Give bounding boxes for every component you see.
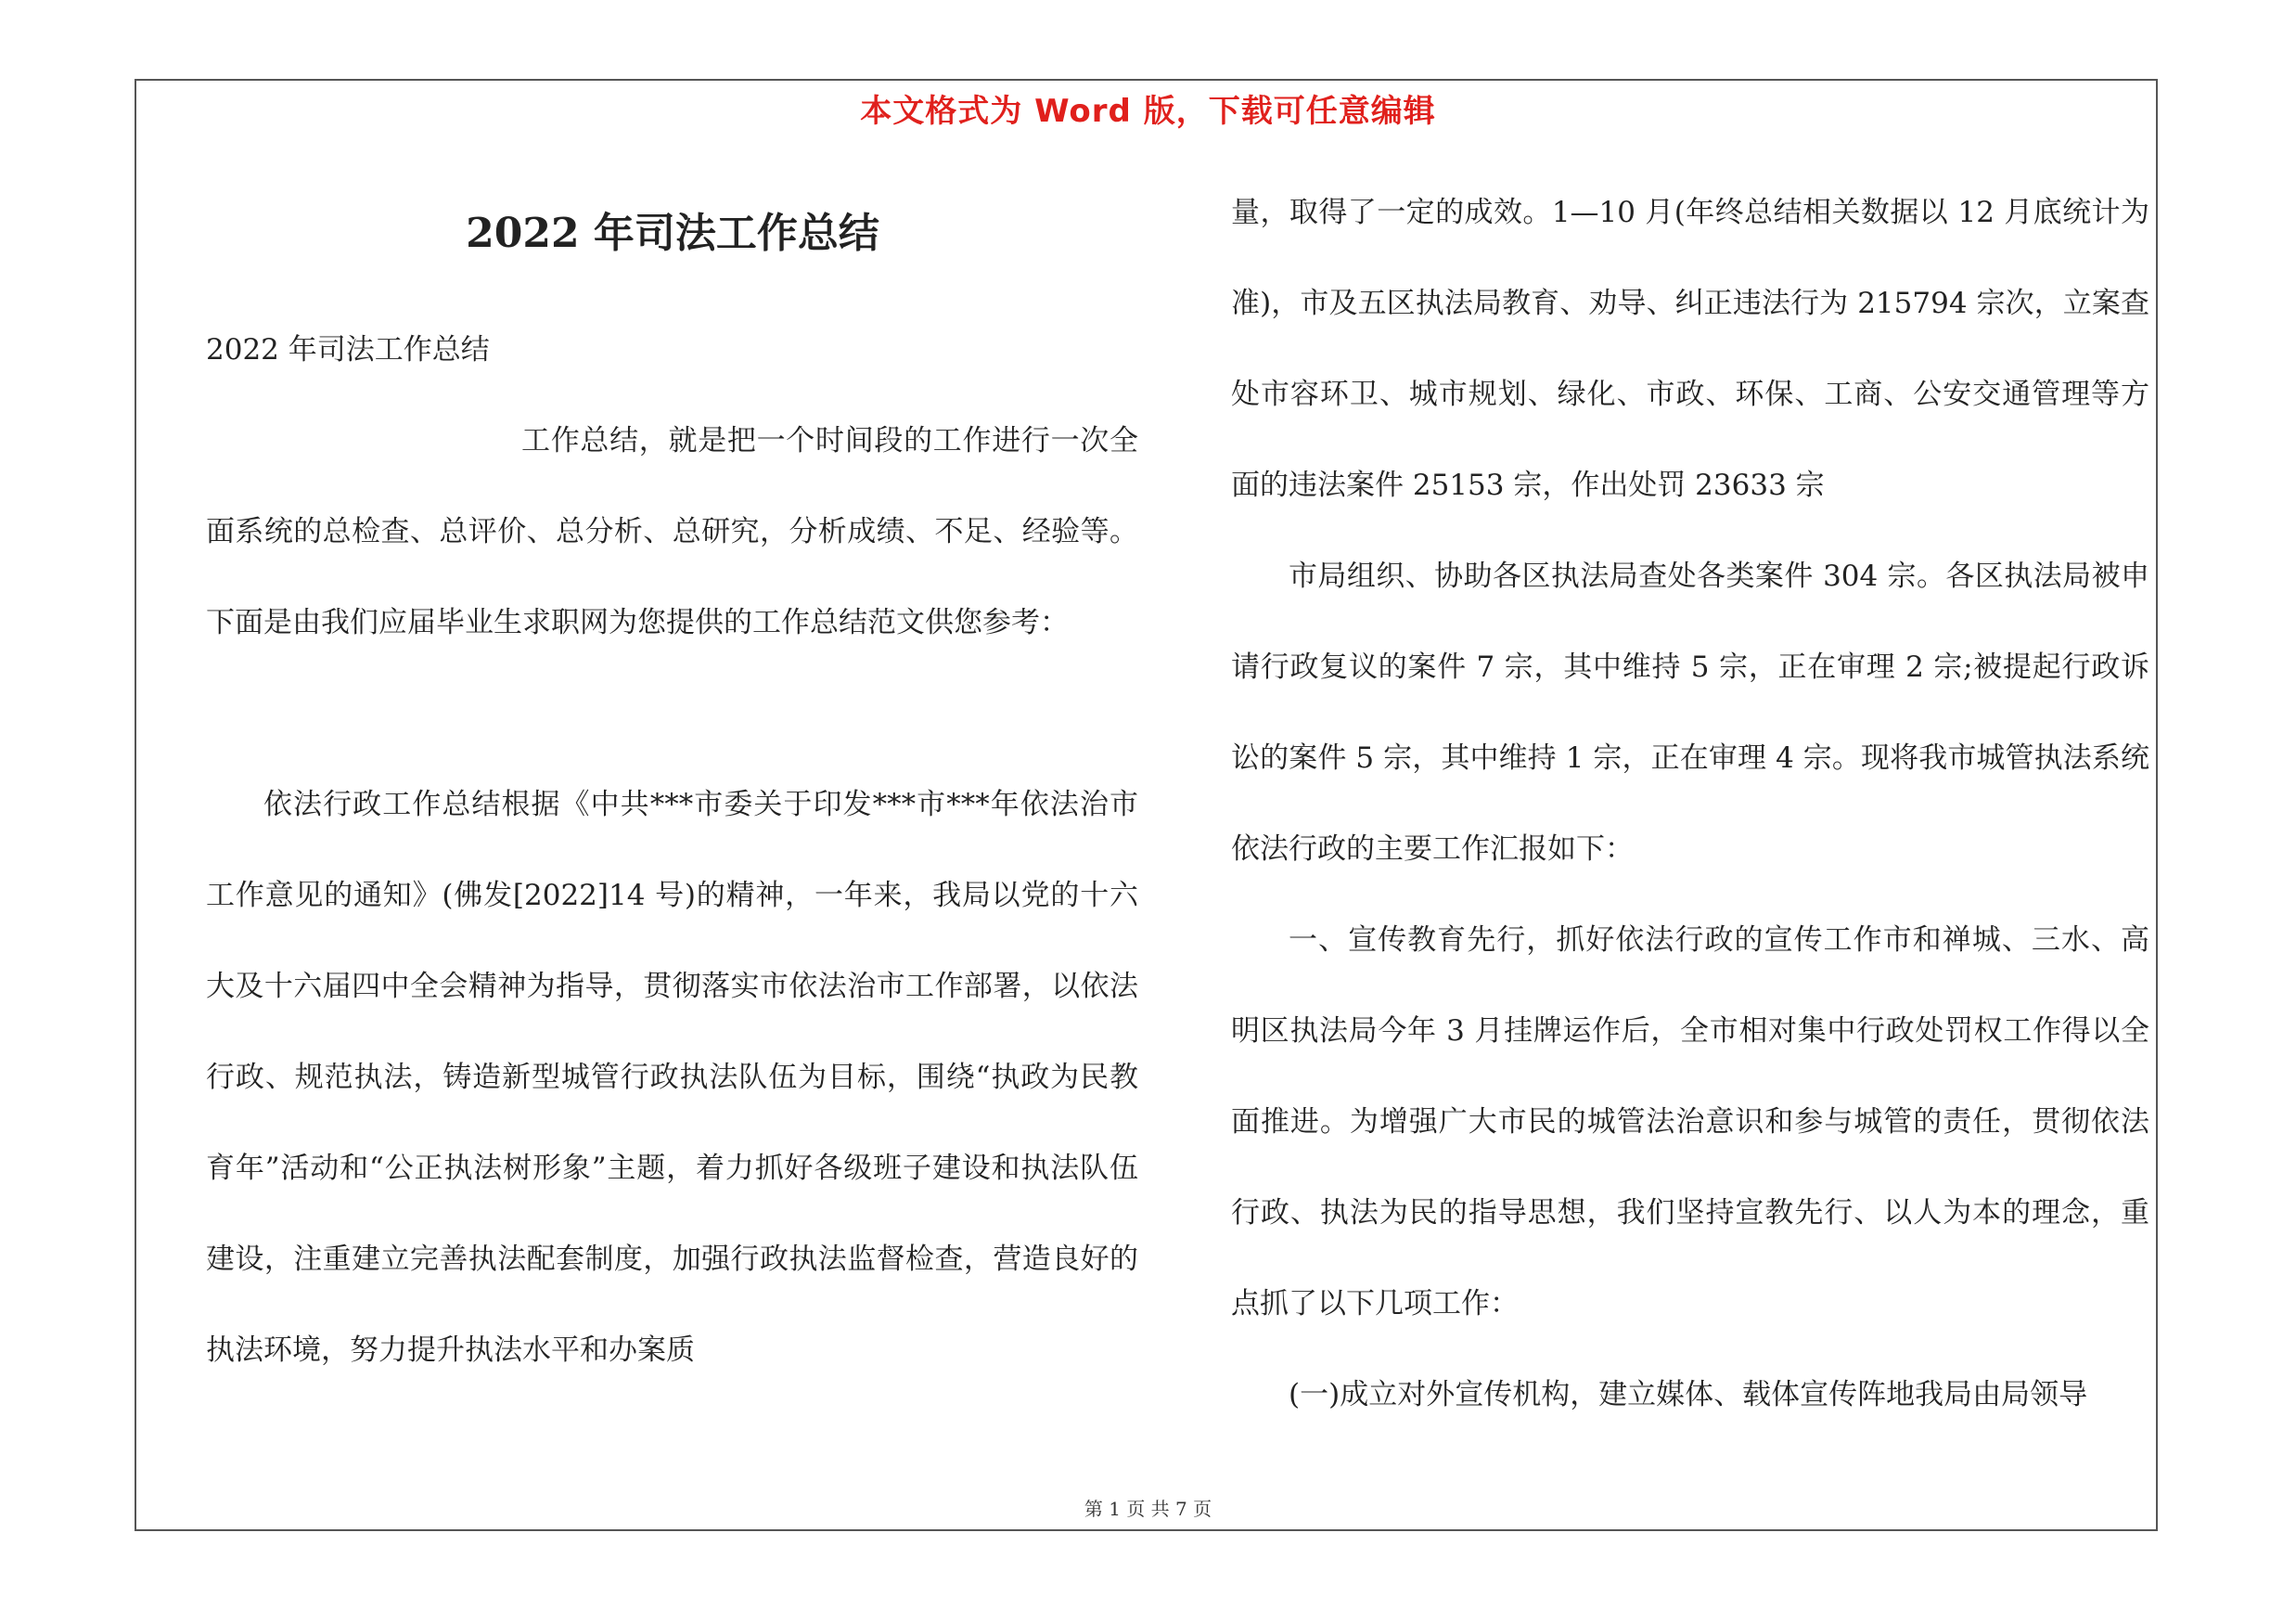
body-paragraph: 市局组织、协助各区执法局查处各类案件 304 宗。各区执法局被申请行政复议的案件 7 宗，其中维持 5 宗，正在审理 2 宗;被提起行政诉讼的案件 5 宗，其中维持 1 宗，正在审理 4 宗。现将我市城管执法系统依法行政的主要工作汇报如下： [1231, 560, 2149, 866]
format-banner: 本文格式为 Word 版，下载可任意编辑 [860, 93, 1436, 130]
document-title: 2022 年司法工作总结 [466, 210, 879, 257]
paragraph-gap [206, 668, 1138, 759]
right-column [1231, 167, 2149, 1440]
left-column [206, 304, 1138, 1396]
section-heading-paragraph: 一、宣传教育先行，抓好依法行政的宣传工作市和禅城、三水、高明区执法局今年 3 月挂牌运作后，全市相对集中行政处罚权工作得以全面推进。为增强广大市民的城管法治意识和参与城管的责任，贯彻依法行政、执法为民的指导思想，我们坚持宣教先行、以人为本的理念，重点抓了以下几项工作： [1231, 923, 2149, 1320]
body-paragraph-continued: 量，取得了一定的成效。1—10 月(年终总结相关数据以 12 月底统计为准)，市及五区执法局教育、劝导、纠正违法行为 215794 宗次，立案查处市容环卫、城市规划、绿化、市政、环保、工商、公安交通管理等方面的违法案件 25153 宗，作出处罚 23633 宗 [1231, 196, 2149, 502]
subsection-paragraph: (一)成立对外宣传机构，建立媒体、载体宣传阵地我局由局领导 [1289, 1378, 2088, 1411]
page-number-footer: 第 1 页 共 7 页 [1084, 1498, 1212, 1520]
body-paragraph: 依法行政工作总结根据《中共***市委关于印发***市***年依法治市工作意见的通知》(佛发[2022]14 号)的精神，一年来，我局以党的十六大及十六届四中全会精神为指导，贯彻落实市依法治市工作部署，以依法行政、规范执法，铸造新型城管行政执法队伍为目标，围绕“执政为民教育年”活动和“公正执法树形象”主题，着力抓好各级班子建设和执法队伍建设，注重建立完善执法配套制度，加强行政执法监督检查，营造良好的执法环境，努力提升执法水平和办案质 [206, 788, 1138, 1367]
intro-paragraph: 工作总结，就是把一个时间段的工作进行一次全面系统的总检查、总评价、总分析、总研究，分析成绩、不足、经验等。下面是由我们应届毕业生求职网为您提供的工作总结范文供您参考： [206, 424, 1138, 639]
subtitle-paragraph: 2022 年司法工作总结 [206, 333, 490, 367]
